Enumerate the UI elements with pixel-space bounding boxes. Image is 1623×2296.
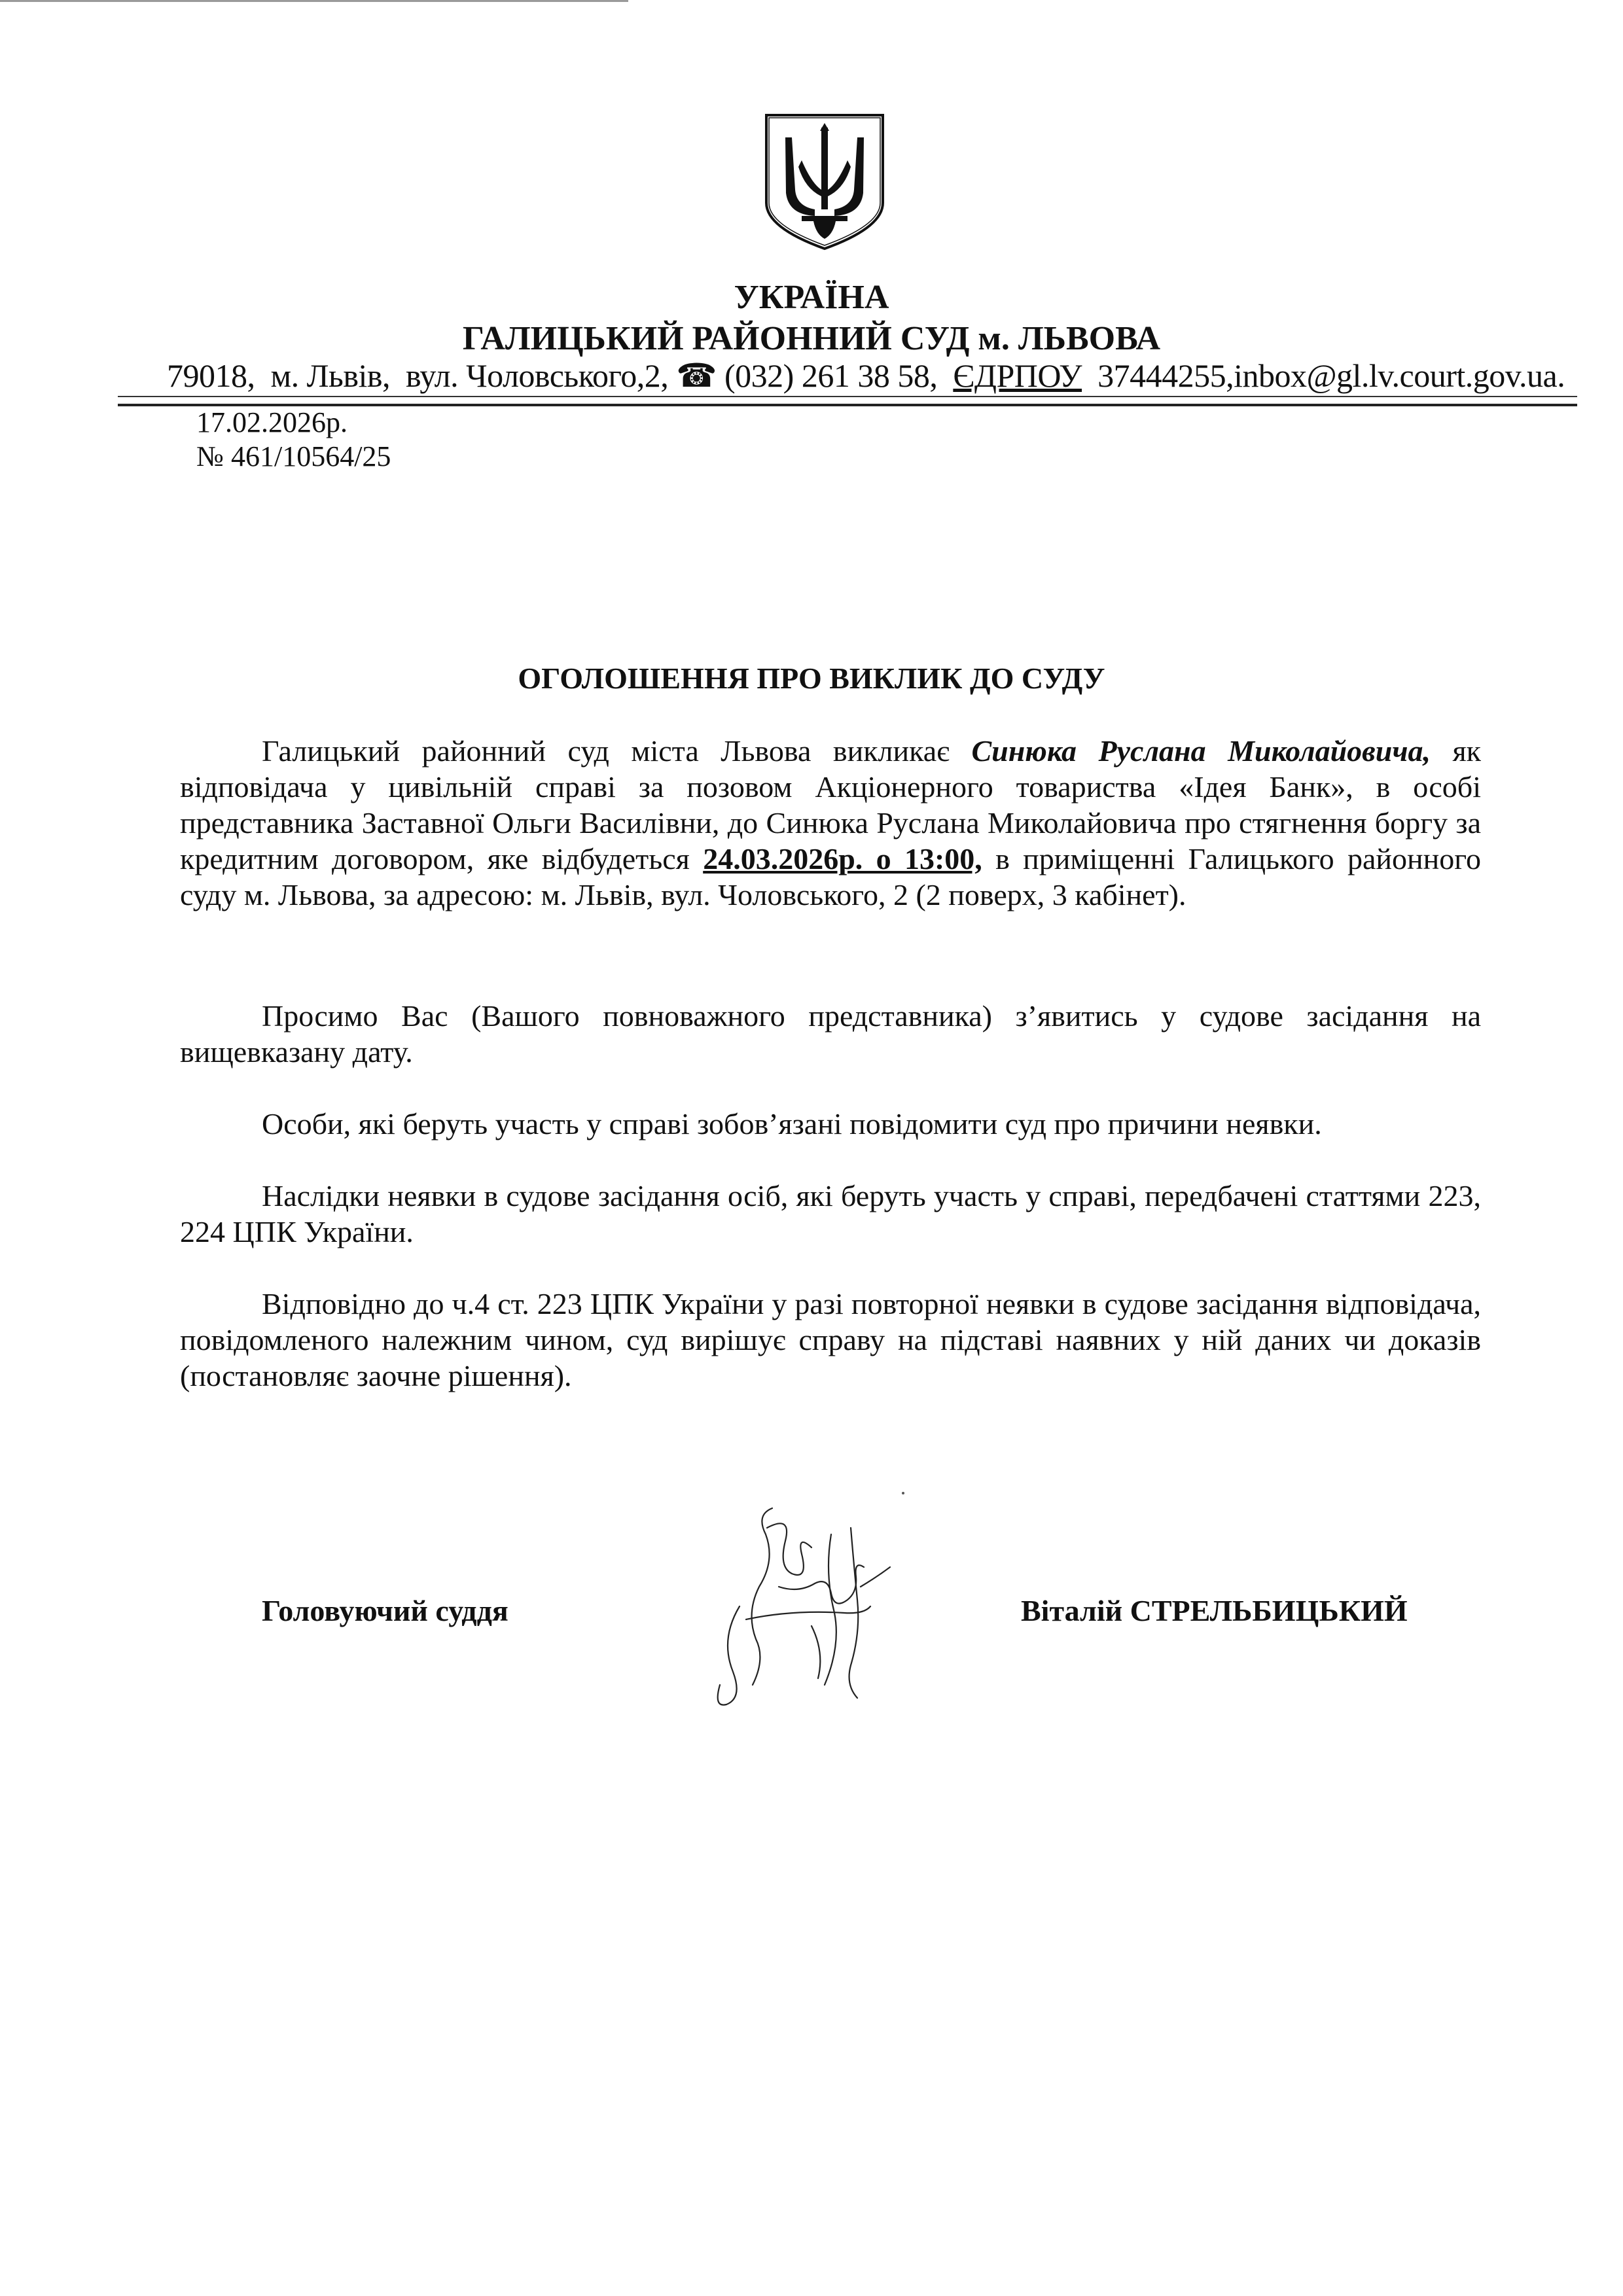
hearing-datetime: 24.03.2026р. о 13:00,	[703, 842, 982, 875]
document-title: ОГОЛОШЕННЯ ПРО ВИКЛИК ДО СУДУ	[518, 662, 1105, 695]
paragraph-obligation	[180, 1106, 1481, 1142]
address-city: м. Львів,	[270, 357, 390, 394]
judge-position-label: Головуючий суддя	[262, 1594, 508, 1627]
document-date: 17.02.2026р.	[196, 406, 348, 438]
postal-code: 79018,	[167, 357, 255, 394]
obligation-text: Особи, які беруть участь у справі зобов’язані повідомити суд про причини неявки.	[262, 1107, 1322, 1140]
paragraph-default-judgment	[180, 1286, 1481, 1394]
court-name-heading: ГАЛИЦЬКИЙ РАЙОННИЙ СУД м. ЛЬВОВА	[462, 320, 1161, 357]
judge-name: Віталій СТРЕЛЬБИЦЬКИЙ	[1021, 1594, 1408, 1627]
paragraph-summons	[180, 733, 1481, 913]
summons-text-middle: як відповідача у цивільній справі за позовом Акціонерного товариства «Ідея Банк», в особі представника Заставної Ольги Василівни, до Синюка Руслана Миколайовича про стягнення боргу за кредитним договором, яке відбудеться	[180, 734, 1481, 875]
handwritten-signature	[694, 1489, 929, 1724]
summons-text-end: в приміщенні Галицького районного суду м. Львова, за адресою: м. Львів, вул. Чоловського, 2 (2 поверх, 3 кабінет).	[180, 842, 1482, 911]
paragraph-consequences	[180, 1178, 1481, 1250]
defendant-name: Синюка Руслана Миколайовича,	[971, 734, 1431, 768]
header-divider-thin	[118, 396, 1577, 397]
scan-edge-line	[0, 0, 628, 2]
coat-of-arms-icon	[762, 111, 887, 252]
paragraph-request	[180, 998, 1481, 1070]
edrpou-label: ЄДРПОУ	[953, 357, 1082, 394]
address-street: вул. Чоловського,2,	[405, 357, 669, 394]
court-address-line	[167, 357, 1565, 395]
edrpou-and-email: 37444255,inbox@gl.lv.court.gov.ua.	[1097, 357, 1565, 394]
phone-number: (032) 261 38 58,	[724, 357, 938, 394]
telephone-icon: ☎	[676, 357, 717, 394]
consequences-text: Наслідки неявки в судове засідання осіб, які беруть участь у справі, передбачені статтями 223, 224 ЦПК України.	[180, 1179, 1481, 1248]
scan-speck	[902, 1492, 904, 1494]
default-judgment-text: Відповідно до ч.4 ст. 223 ЦПК України у разі повторної неявки в судове засідання відповідача, повідомленого належним чином, суд вирішує справу на підставі наявних у ній даних чи доказів (постановляє заочне рішення).	[180, 1287, 1481, 1392]
request-text: Просимо Вас (Вашого повноважного представника) з’явитись у судове засідання на вищевказану дату.	[180, 999, 1481, 1069]
country-heading: УКРАЇНА	[734, 279, 889, 316]
summons-text-start: Галицький районний суд міста Львова викликає	[262, 734, 972, 768]
case-number: № 461/10564/25	[196, 440, 391, 472]
